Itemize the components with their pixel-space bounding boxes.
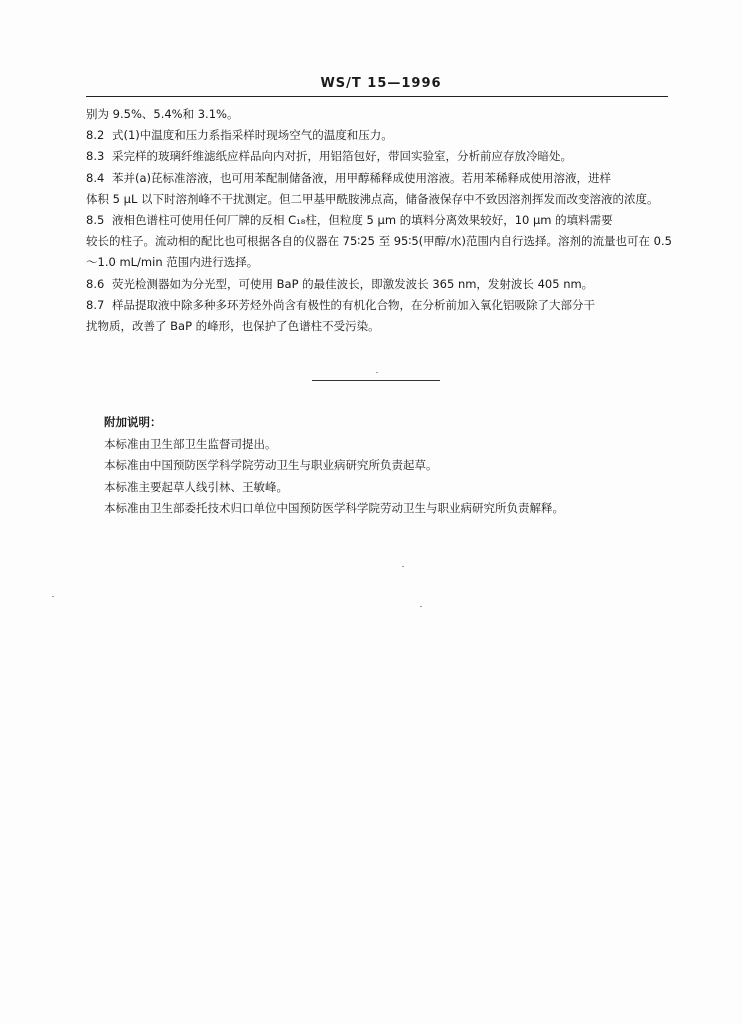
clause-text: 苯并(a)芘标准溶液，也可用苯配制储备液，用甲醇稀释成使用溶液。若用苯稀释成使用溶液，进样: [112, 170, 612, 185]
clause-8-7: [86, 295, 672, 337]
note-line: 本标准由中国预防医学科学院劳动卫生与职业病研究所负责起草。: [104, 458, 438, 472]
clause-8-2: [86, 125, 672, 146]
clause-text: 液相色谱柱可使用任何厂牌的反相 C₁₈柱，但粒度 5 μm 的填料分离效果较好，10 μm 的填料需要: [112, 213, 613, 228]
clause-text: 采完样的玻璃纤维滤纸应样品向内对折，用铝箔包好，带回实验室，分析前应存放冷暗处。: [112, 149, 572, 164]
additional-notes: [104, 412, 664, 520]
clause-text: 式(1)中温度和压力系指采样时现场空气的温度和压力。: [112, 128, 393, 143]
clause-8-6: [86, 274, 672, 295]
header-rule: [86, 96, 668, 97]
notes-title: 附加说明：: [104, 415, 162, 429]
body-text: [86, 104, 672, 337]
clause-continuation: 扰物质，改善了 BaP 的峰形，也保护了色谱柱不受污染。: [86, 319, 380, 334]
note-line: 本标准由卫生部卫生监督司提出。: [104, 436, 277, 451]
end-of-text-rule: [312, 380, 440, 381]
clause-number: 8.2: [86, 128, 105, 143]
clause-number: 8.5: [86, 213, 105, 228]
scan-speck: [402, 566, 404, 567]
clause-number: 8.3: [86, 149, 105, 164]
standard-code-header: WS/T 15—1996: [320, 76, 442, 91]
clause-continuation: 体积 5 μL 以下时溶剂峰不干扰测定。但二甲基甲酰胺沸点高，储备液保存中不致因溶剂挥发而改变溶液的浓度。: [86, 191, 659, 206]
lead-line: 别为 9.5%、5.4%和 3.1%。: [86, 107, 239, 121]
clause-text: 样品提取液中除多种多环芳烃外尚含有极性的有机化合物，在分析前加入氧化铝吸除了大部分干: [112, 297, 595, 312]
note-line: 本标准由卫生部委托技术归口单位中国预防医学科学院劳动卫生与职业病研究所负责解释。: [104, 501, 564, 515]
clause-number: 8.6: [86, 276, 105, 291]
clause-8-3: [86, 146, 672, 167]
clause-text: 荧光检测器如为分光型，可使用 BaP 的最佳波长，即激发波长 365 nm，发射波长 405 nm。: [112, 276, 594, 291]
clause-continuation: 较长的柱子。流动相的配比也可根据各自的仪器在 75∶25 至 95∶5(甲醇/水)范围内自行选择。溶剂的流量也可在 0.5～1.0 mL/min 范围内进行选择。: [86, 234, 672, 270]
clause-number: 8.4: [86, 170, 105, 185]
note-line: 本标准主要起草人线引林、王敏峰。: [104, 479, 288, 494]
clause-8-4: [86, 168, 672, 210]
scan-speck: [52, 596, 54, 597]
clause-number: 8.7: [86, 297, 105, 312]
clause-8-5: [86, 210, 672, 274]
scan-speck: [376, 372, 378, 373]
scan-speck: [420, 606, 422, 607]
